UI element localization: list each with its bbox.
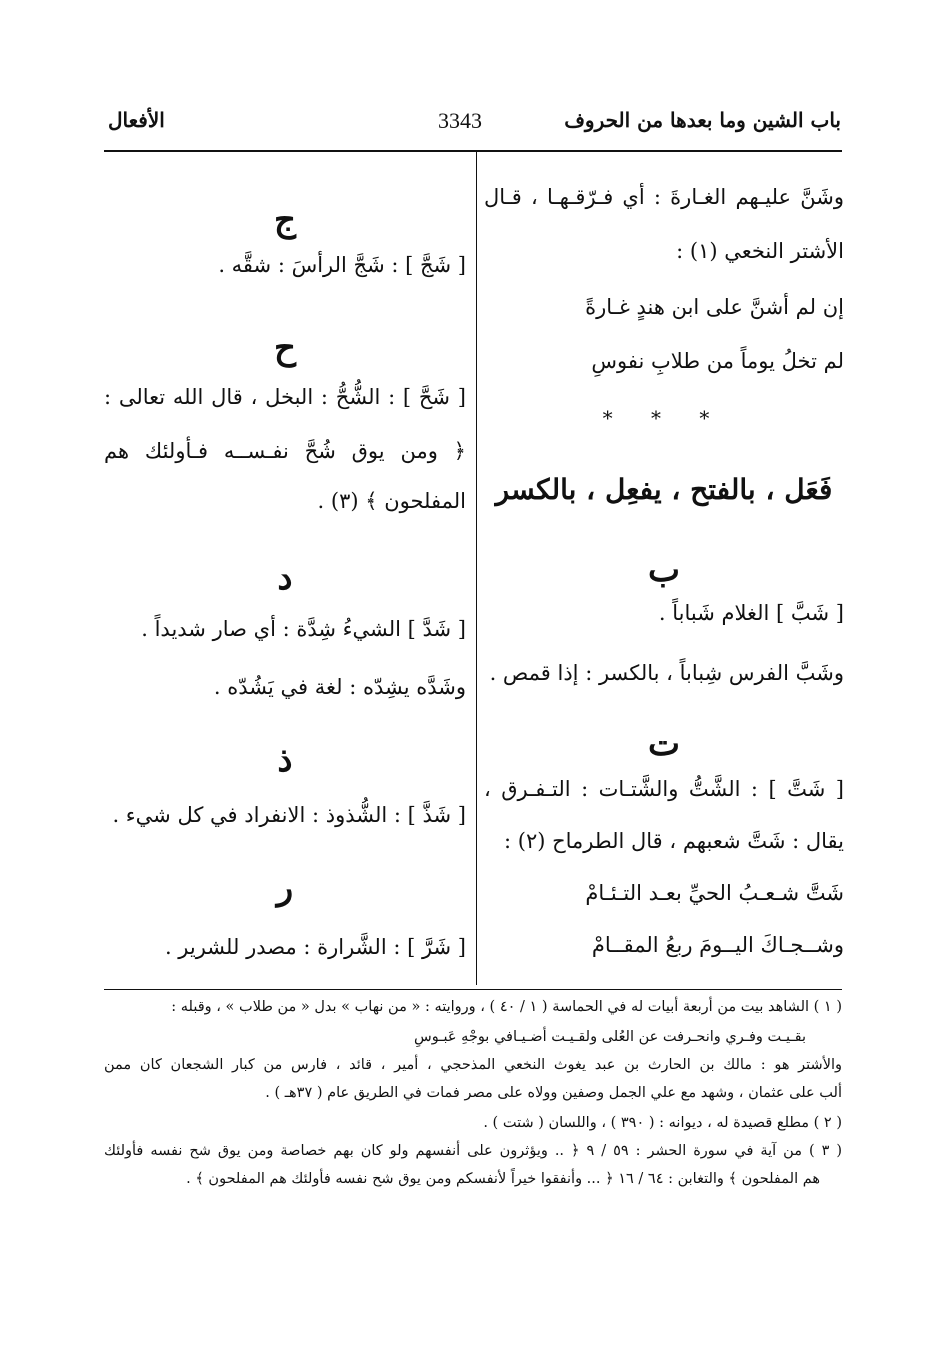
footnote-1-cont: ألب على عثمان ، وشهد مع علي الجمل وصفين وولاه على مصر فمات في الطريق عام ( ٣٧هـ ) . [265,1085,842,1101]
verse-line: لم تخلُ يوماً من طلابِ نفوسِ [591,349,844,373]
header-rule [104,150,842,152]
verse-line: وشــجـاكَ اليــومَ ربعُ المقــامْ [591,933,844,957]
footnote-1: ( ١ ) الشاهد بيت من أربعة أبيات له في الحماسة ( ١ / ٤٠ ) ، وروايته : « من نهاب » بدل « من طلاب » ، وقبله : [171,999,842,1015]
footnote-1-cont: والأشتر هو : مالك بن الحارث بن عبد يغوث النخعي المذحجي ، أمير ، قائد ، فارس من كبار الشجعان كان ممن [104,1057,842,1073]
letter-heading: ذ [277,740,293,780]
entry-line: وشَنَّ عليـهم الغـارةَ : أي فـرّقـهـا ، قـال [484,185,844,209]
entry-line: [ شَجَّ ] : شَجَّ الرأسَ : شقَّه . [218,253,466,277]
letter-heading: ح [274,328,296,368]
entry-line: [ شَدَّ ] الشيءُ شِدَّة : أي صار شديداً . [141,617,466,641]
entry-line: يقال : شَتَّ شعبهم ، قال الطرماح (٢) : [503,829,844,853]
quran-quote: ﴿ ومن يوق شُحَّ نفـســه فـأولئك هم [104,439,466,463]
verse-line: شَتَّ شـعـبُ الحيِّ بعـد التـئـامْ [585,881,844,905]
letter-heading: ت [647,724,680,764]
separator-stars: * * * [602,406,726,430]
section-heading: فَعَل ، بالفتح ، يفعِل ، بالكسر [495,473,833,506]
entry-line: وشَبَّ الفرس شِباباً ، بالكسر : إذا قمص . [489,661,844,685]
footnote-verse: بقـيـت وفـري وانحـرفت عن العُلى ولقـيـت أضـيـافي بوجْهِ عَبـوسِ [414,1029,806,1045]
footnote-2: ( ٢ ) مطلع قصيدة له ، ديوانه : ( ٣٩٠ ) ، واللسان ( شتت ) . [483,1115,842,1131]
footnote-3: ( ٣ ) من آية في سورة الحشر : ٥٩ / ٩ ﴿ .. ويؤثرون على أنفسهم ولو كان بهم خصاصة ومن يوق شح نفسه فأولئك [104,1143,842,1159]
letter-heading: ب [647,550,680,590]
chapter-title: باب الشين وما بعدها من الحروف [564,108,841,132]
column-divider [476,152,477,985]
entry-line: [ شَتَّ ] : الشَّتُّ والشَّتـات : التـفـرق ، [484,777,844,801]
section-title-header: الأفعال [108,108,165,132]
letter-heading: ر [276,868,294,908]
letter-heading: د [277,558,293,598]
footnote-3-cont: هم المفلحون ﴾ والتغابن : ٦٤ / ١٦ ﴿ ... وأنفقوا خيراً لأنفسكم ومن يوق شح نفسه فأولئك هم المفلحون ﴾ . [186,1171,820,1187]
entry-line: [ شَبَّ ] الغلام شَباباً . [658,601,844,625]
quran-quote: المفلحون ﴾ (٣) . [317,489,466,513]
entry-line: وشَدَّه يشِدّه : لغة في يَشُدّه . [213,675,466,699]
footnote-rule [104,989,842,990]
entry-line: [ شَرَّ ] : الشَّرارة : مصدر للشرير . [164,935,466,959]
verse-line: إن لم أشنَّ على ابن هندٍ غـارةً [585,295,844,319]
entry-line: [ شَحَّ ] : الشُّحُّ : البخل ، قال الله تعالى : [104,385,466,409]
letter-heading: ج [274,200,296,240]
page-number: 3343 [438,108,482,133]
entry-line: الأشتر النخعي (١) : [676,239,844,263]
entry-line: [ شَذَّ ] : الشُّذوذ : الانفراد في كل شيء . [112,803,466,827]
